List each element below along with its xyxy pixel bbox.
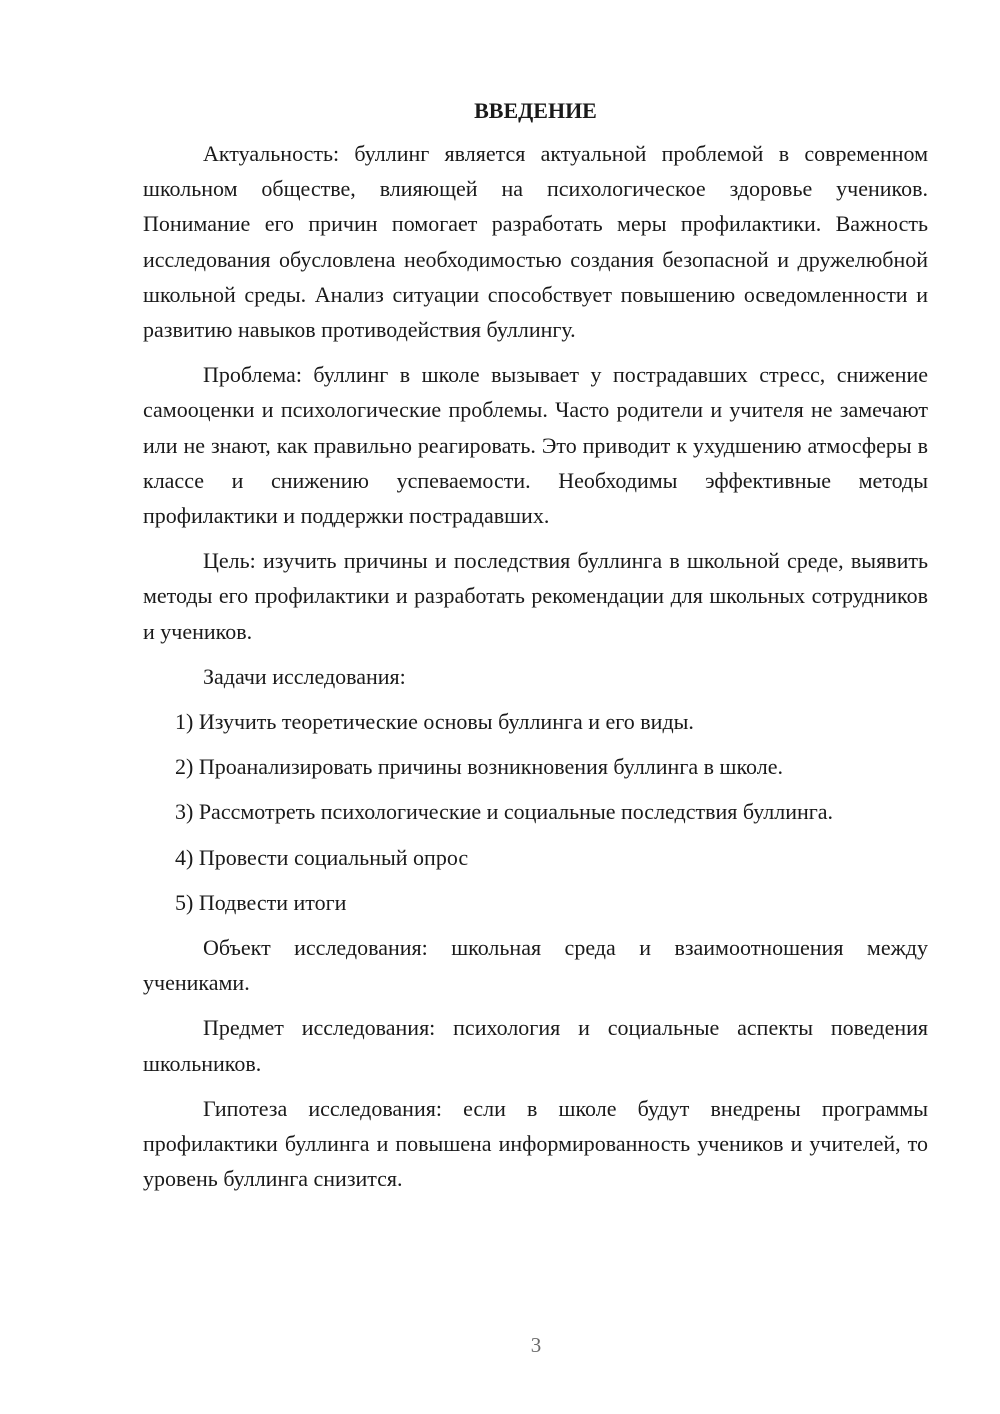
- paragraph-hypothesis: Гипотеза исследования: если в школе будут внедрены программы профилактики буллинга и повышена информированность учеников и учителей, то уровень буллинга снизится.: [143, 1095, 928, 1192]
- task-item-4: 4) Провести социальный опрос: [175, 844, 469, 870]
- paragraph-subject: Предмет исследования: психология и социальные аспекты поведения школьников.: [143, 1015, 928, 1076]
- page-title: ВВЕДЕНИЕ: [474, 98, 597, 123]
- page-number: 3: [530, 1333, 542, 1357]
- paragraph-object: Объект исследования: школьная среда и взаимоотношения между учениками.: [143, 935, 928, 996]
- task-item-5: 5) Подвести итоги: [175, 889, 347, 915]
- task-item-3: 3) Рассмотреть психологические и социальные последствия буллинга.: [175, 799, 834, 825]
- paragraph-goal: Цель: изучить причины и последствия буллинга в школьной среде, выявить методы его профилактики и разработать рекомендации для школьных сотрудников и учеников.: [143, 548, 928, 644]
- document-page: [143, 96, 928, 1206]
- task-list: [143, 704, 928, 920]
- paragraph-problem: Проблема: буллинг в школе вызывает у пострадавших стресс, снижение самооценки и психологические проблемы. Часто родители и учителя не замечают или не знают, как правильно реагировать. Это приводит к ухудшению атмосферы в классе и снижению успеваемости. Необходимы эффективные методы профилактики и поддержки пострадавших.: [143, 362, 928, 529]
- task-item-2: 2) Проанализировать причины возникновения буллинга в школе.: [175, 754, 783, 780]
- tasks-title: Задачи исследования:: [203, 663, 406, 689]
- task-item-1: 1) Изучить теоретические основы буллинга и его виды.: [175, 709, 694, 735]
- paragraph-relevance: Актуальность: буллинг является актуальной проблемой в современном школьном обществе, влияющей на психологическое здоровье учеников. Понимание его причин помогает разработать меры профилактики. Важность исследования обусловлена необходимостью создания безопасной и дружелюбной школьной среды. Анализ ситуации способствует повышению осведомленности и развитию навыков противодействия буллингу.: [143, 141, 928, 343]
